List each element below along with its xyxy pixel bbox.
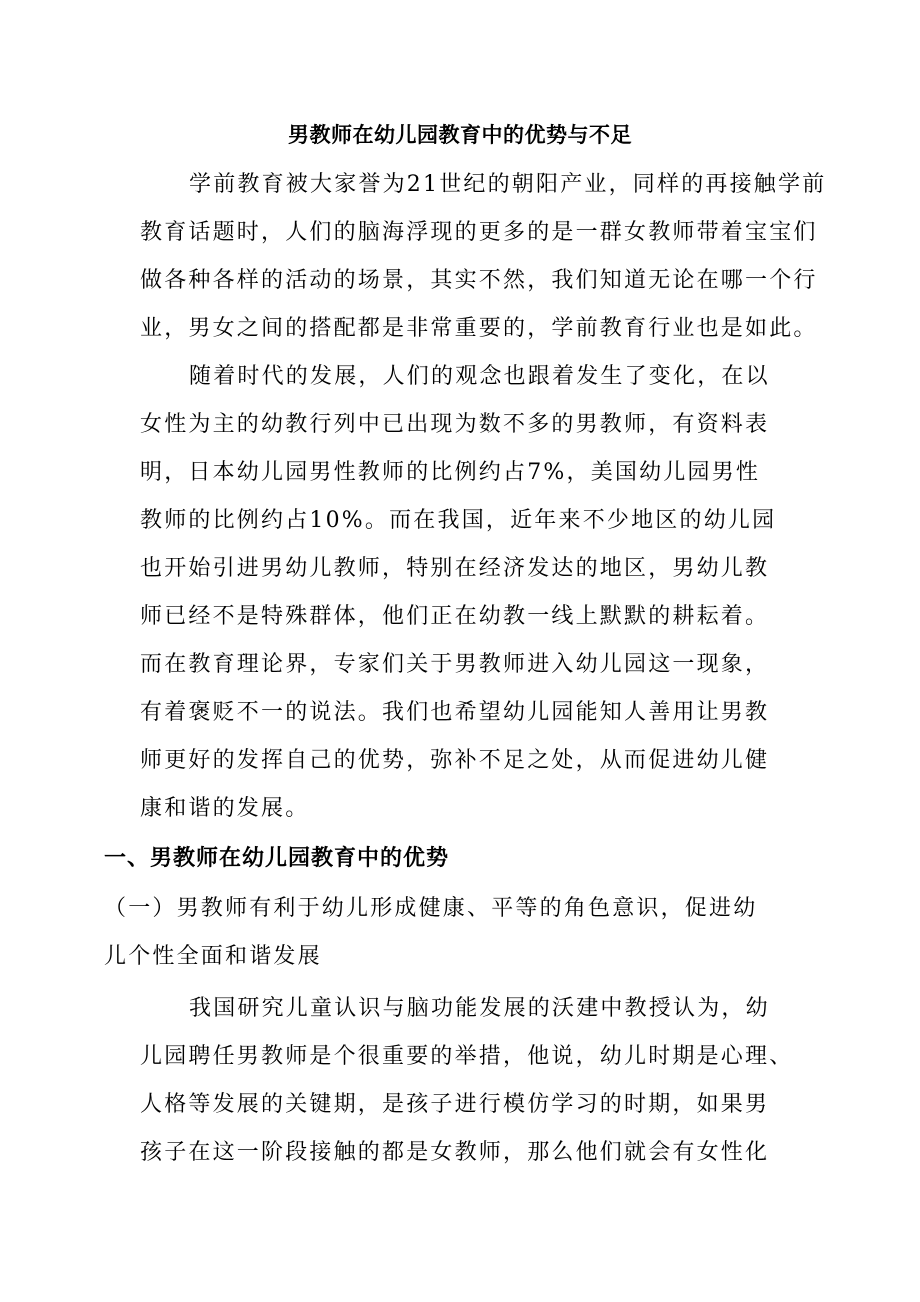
intro-p2-line-3: 明，日本幼儿园男性教师的比例约占7%，美国幼儿园男性 [140,460,761,485]
section-1-heading: 一、男教师在幼儿园教育中的优势 [104,846,450,871]
body-p1-line-2: 儿园聘任男教师是个很重要的举措，他说，幼儿时期是心理、 [140,1044,794,1069]
intro-p2-line-1: 随着时代的发展，人们的观念也跟着发生了变化，在以 [189,364,770,389]
intro-p2-line-8: 有着褒贬不一的说法。我们也希望幼儿园能知人善用让男教 [140,700,770,725]
body-p1-line-4: 孩子在这一阶段接触的都是女教师，那么他们就会有女性化 [140,1140,770,1165]
intro-p1-line-1: 学前教育被大家誉为21世纪的朝阳产业，同样的再接触学前 [189,172,827,197]
subsection-1-heading-line-2: 儿个性全面和谐发展 [104,944,322,969]
intro-p1-line-3: 做各种各样的活动的场景，其实不然，我们知道无论在哪一个行 [140,268,818,293]
intro-p2-line-2: 女性为主的幼教行列中已出现为数不多的男教师，有资料表 [140,412,770,437]
intro-p2-line-10: 康和谐的发展。 [140,796,310,821]
intro-p2-line-7: 而在教育理论界，专家们关于男教师进入幼儿园这一现象， [140,652,770,677]
intro-p1-line-2: 教育话题时，人们的脑海浮现的更多的是一群女教师带着宝宝们 [140,220,818,245]
intro-p1-line-4: 业，男女之间的搭配都是非常重要的，学前教育行业也是如此。 [140,316,818,341]
intro-p2-line-6: 师已经不是特殊群体，他们正在幼教一线上默默的耕耘着。 [140,604,770,629]
intro-p2-line-5: 也开始引进男幼儿教师，特别在经济发达的地区，男幼儿教 [140,556,770,581]
document-title: 男教师在幼儿园教育中的优势与不足 [288,123,632,147]
body-p1-line-1: 我国研究儿童认识与脑功能发展的沃建中教授认为，幼 [189,996,770,1021]
subsection-1-heading-line-1: （一）男教师有利于幼儿形成健康、平等的角色意识，促进幼 [104,896,758,921]
body-p1-line-3: 人格等发展的关键期，是孩子进行模仿学习的时期，如果男 [140,1092,770,1117]
intro-p2-line-4: 教师的比例约占10%。而在我国，近年来不少地区的幼儿园 [140,508,777,533]
intro-p2-line-9: 师更好的发挥自己的优势，弥补不足之处，从而促进幼儿健 [140,748,770,773]
